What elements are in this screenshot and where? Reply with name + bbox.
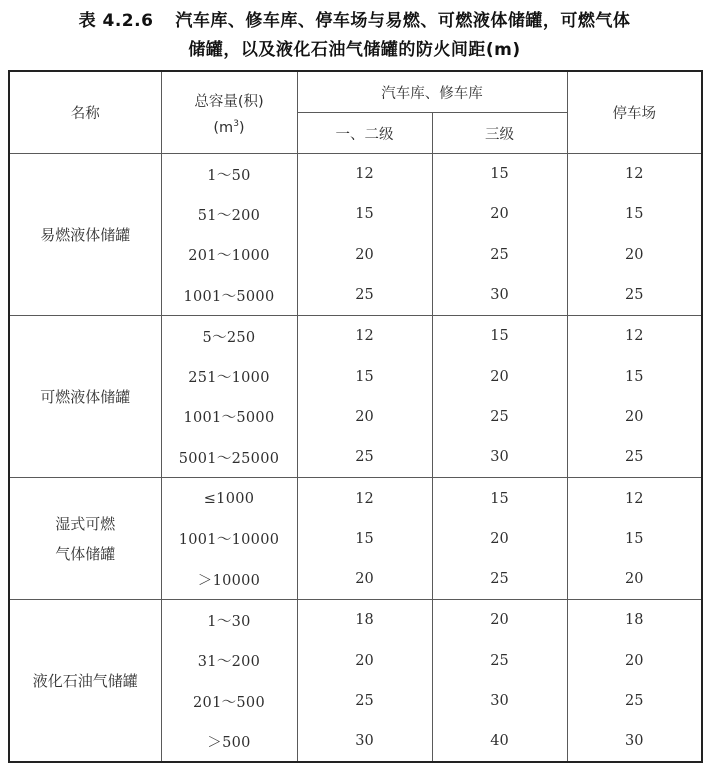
parking-cell: 12 — [567, 316, 702, 357]
parking-cell: 25 — [567, 437, 702, 478]
grade-1-2-cell: 20 — [297, 559, 432, 600]
grade-1-2-cell: 20 — [297, 641, 432, 681]
grade-3-cell: 15 — [432, 478, 567, 519]
header-capacity-line-1: 总容量(积) — [194, 93, 264, 110]
capacity-cell: 1001～5000 — [161, 275, 297, 316]
capacity-cell: ＞10000 — [161, 559, 297, 600]
grade-3-cell: 30 — [432, 437, 567, 478]
parking-cell: 15 — [567, 194, 702, 234]
grade-3-cell: 30 — [432, 275, 567, 316]
parking-cell: 12 — [567, 478, 702, 519]
parking-cell: 12 — [567, 154, 702, 195]
grade-3-cell: 25 — [432, 559, 567, 600]
header-name: 名称 — [9, 71, 161, 154]
grade-3-cell: 30 — [432, 681, 567, 721]
capacity-cell: 201～1000 — [161, 235, 297, 275]
row-group-name: 可燃液体储罐 — [9, 316, 161, 478]
header-parking: 停车场 — [567, 71, 702, 154]
table-title-line-1 — [0, 6, 709, 31]
parking-cell: 25 — [567, 275, 702, 316]
grade-1-2-cell: 15 — [297, 519, 432, 559]
grade-3-cell: 25 — [432, 397, 567, 437]
capacity-cell: ≤1000 — [161, 478, 297, 519]
capacity-cell: 1～50 — [161, 154, 297, 195]
row-group-name: 液化石油气储罐 — [9, 600, 161, 763]
grade-1-2-cell: 30 — [297, 721, 432, 762]
grade-3-cell: 15 — [432, 154, 567, 195]
parking-cell: 15 — [567, 356, 702, 396]
parking-cell: 30 — [567, 721, 702, 762]
grade-1-2-cell: 20 — [297, 397, 432, 437]
capacity-cell: ＞500 — [161, 721, 297, 762]
header-capacity — [161, 71, 297, 154]
parking-cell: 20 — [567, 641, 702, 681]
row-group-name: 易燃液体储罐 — [9, 154, 161, 316]
grade-1-2-cell: 15 — [297, 356, 432, 396]
table-row — [9, 600, 702, 641]
capacity-cell: 5001～25000 — [161, 437, 297, 478]
header-garage-group: 汽车库、修车库 — [297, 71, 567, 113]
grade-3-cell: 25 — [432, 641, 567, 681]
parking-cell: 20 — [567, 397, 702, 437]
capacity-cell: 1001～5000 — [161, 397, 297, 437]
header-grade-3: 三级 — [432, 113, 567, 154]
grade-1-2-cell: 25 — [297, 275, 432, 316]
grade-1-2-cell: 20 — [297, 235, 432, 275]
grade-3-cell: 20 — [432, 356, 567, 396]
grade-3-cell: 20 — [432, 519, 567, 559]
capacity-cell: 51～200 — [161, 194, 297, 234]
parking-cell: 25 — [567, 681, 702, 721]
table-row — [9, 478, 702, 519]
grade-3-cell: 15 — [432, 316, 567, 357]
header-grade-1-2: 一、二级 — [297, 113, 432, 154]
header-capacity-line-2: $(m^3)$ — [213, 118, 245, 136]
capacity-cell: 201～500 — [161, 681, 297, 721]
parking-cell: 15 — [567, 519, 702, 559]
grade-1-2-cell: 15 — [297, 194, 432, 234]
table-title-text-1: 汽车库、修车库、停车场与易燃、可燃液体储罐，可燃气体 — [175, 11, 631, 31]
table-row — [9, 316, 702, 357]
table-number: 表 4.2.6 — [78, 11, 154, 31]
capacity-cell: 5～250 — [161, 316, 297, 357]
table-title-line-2: 储罐，以及液化石油气储罐的防火间距(m) — [188, 40, 521, 60]
capacity-cell: 31～200 — [161, 641, 297, 681]
capacity-cell: 1001～10000 — [161, 519, 297, 559]
grade-1-2-cell: 25 — [297, 437, 432, 478]
capacity-cell: 251～1000 — [161, 356, 297, 396]
grade-3-cell: 25 — [432, 235, 567, 275]
grade-1-2-cell: 25 — [297, 681, 432, 721]
capacity-cell: 1～30 — [161, 600, 297, 641]
parking-cell: 20 — [567, 559, 702, 600]
grade-1-2-cell: 12 — [297, 154, 432, 195]
grade-3-cell: 20 — [432, 600, 567, 641]
parking-cell: 18 — [567, 600, 702, 641]
grade-1-2-cell: 12 — [297, 316, 432, 357]
row-group-name: 湿式可燃 气体储罐 — [9, 478, 161, 600]
parking-cell: 20 — [567, 235, 702, 275]
grade-3-cell: 20 — [432, 194, 567, 234]
grade-3-cell: 40 — [432, 721, 567, 762]
fire-separation-table — [8, 70, 703, 763]
grade-1-2-cell: 12 — [297, 478, 432, 519]
table-row — [9, 154, 702, 195]
table-body — [9, 154, 702, 763]
grade-1-2-cell: 18 — [297, 600, 432, 641]
